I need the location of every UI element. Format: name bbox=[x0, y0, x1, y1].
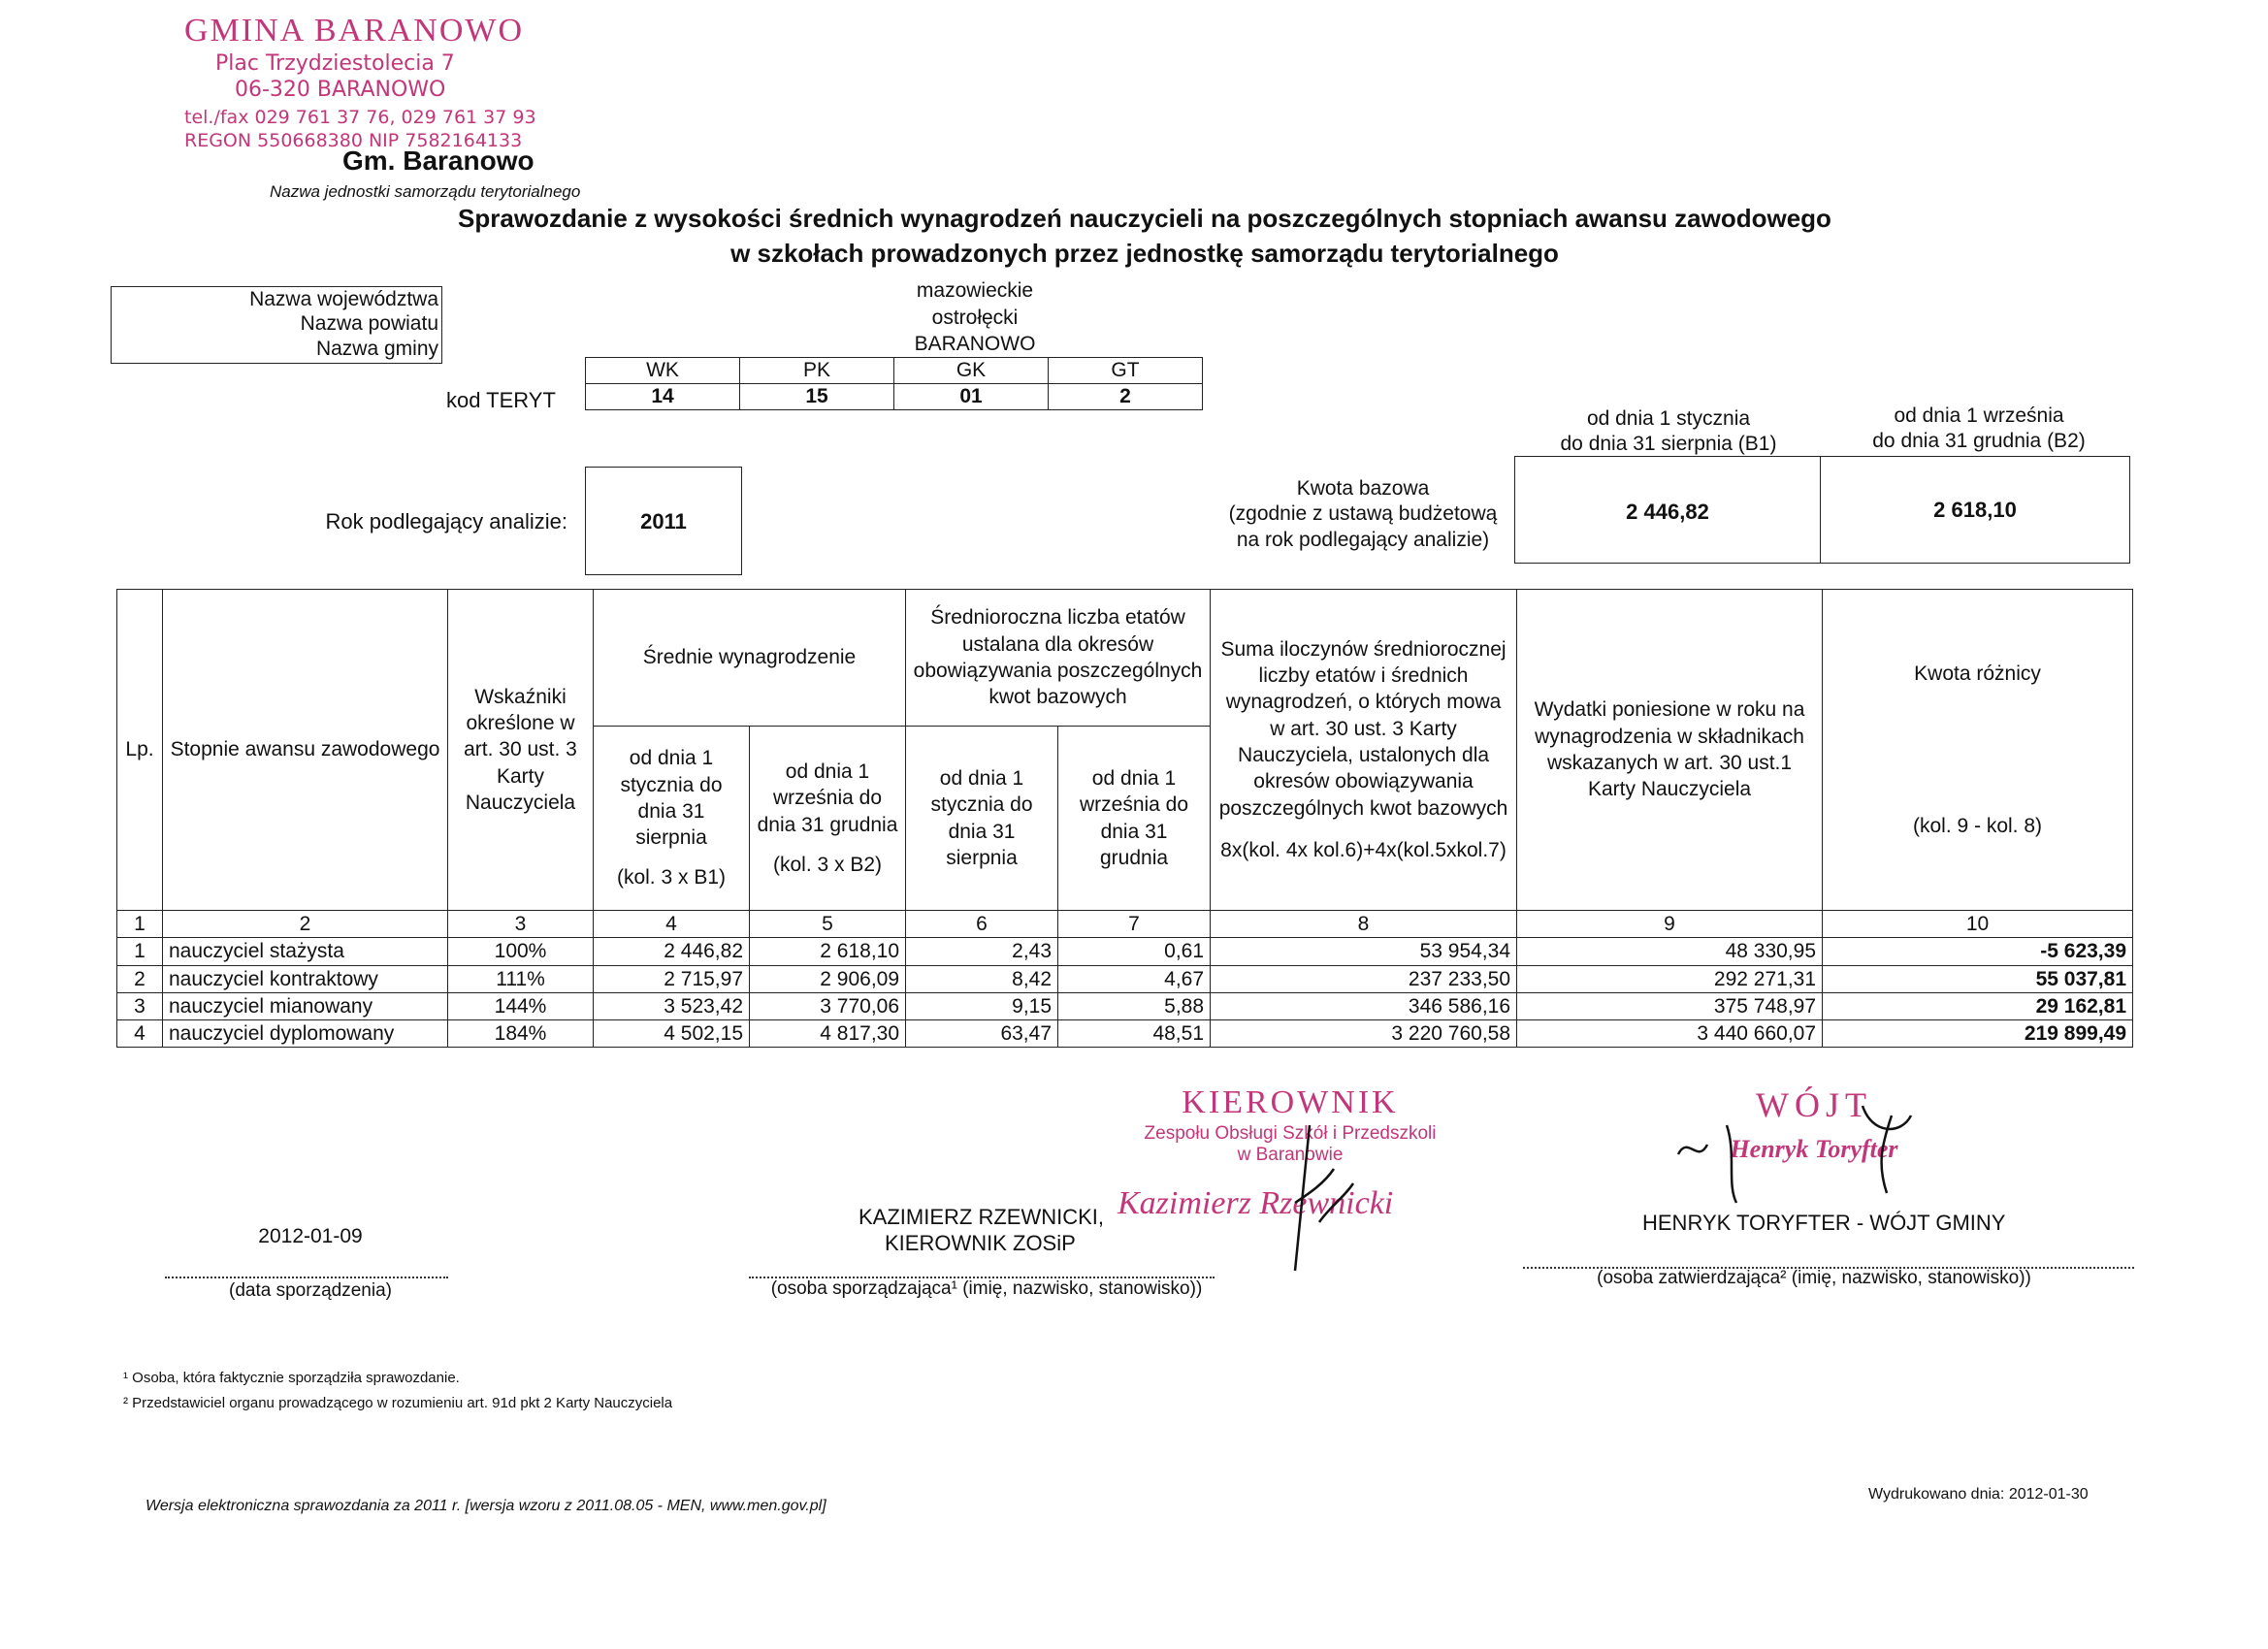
region-gmi: BARANOWO bbox=[914, 333, 1036, 355]
row-kwota-roznicy: 29 162,81 bbox=[1823, 992, 2133, 1019]
colnum-9: 9 bbox=[1517, 911, 1823, 938]
header-etaty: Średnioroczna liczba etatów ustalana dla okresów obowiązywania poszczególnych kwot bazowych bbox=[906, 590, 1211, 727]
row-wskaznik: 111% bbox=[448, 965, 594, 992]
table-row bbox=[117, 938, 2133, 965]
row-srednie-a: 4 502,15 bbox=[594, 1020, 750, 1048]
colnum-1: 1 bbox=[117, 911, 163, 938]
institution-stamp bbox=[184, 14, 572, 151]
teryt-value-wk: 14 bbox=[586, 384, 740, 410]
handwritten-signature-kierownik bbox=[1251, 1116, 1368, 1280]
row-srednie-a: 3 523,42 bbox=[594, 992, 750, 1019]
row-stopien: nauczyciel stażysta bbox=[163, 938, 448, 965]
row-lp: 1 bbox=[117, 938, 163, 965]
unit-name: Gm. Baranowo bbox=[342, 146, 535, 176]
kierownik-stamp-line-3: w Baranowie bbox=[1237, 1145, 1344, 1165]
report-date: 2012-01-09 bbox=[258, 1225, 363, 1247]
wojt-stamp-name: Henryk Toryfter bbox=[1730, 1135, 1898, 1163]
teryt-header-wk: WK bbox=[586, 358, 740, 384]
row-srednie-b: 2 906,09 bbox=[750, 965, 906, 992]
colnum-2: 2 bbox=[163, 911, 448, 938]
teryt-value-pk: 15 bbox=[740, 384, 894, 410]
teryt-value-gk: 01 bbox=[894, 384, 1049, 410]
approver-name: HENRYK TORYFTER - WÓJT GMINY bbox=[1642, 1211, 2006, 1235]
region-label-woj: Nazwa województwa bbox=[249, 288, 438, 310]
teryt-header-gt: GT bbox=[1049, 358, 1203, 384]
b2-header-line-2: do dnia 31 grudnia (B2) bbox=[1872, 430, 2086, 452]
wojt-stamp-title: WÓJT bbox=[1756, 1085, 1872, 1124]
row-wskaznik: 100% bbox=[448, 938, 594, 965]
stamp-line-3: 06-320 BARANOWO bbox=[235, 77, 446, 102]
region-label-pow: Nazwa powiatu bbox=[300, 312, 438, 335]
handwritten-signature-wojt bbox=[1669, 1096, 1930, 1212]
header-lp: Lp. bbox=[117, 590, 163, 911]
colnum-8: 8 bbox=[1211, 911, 1517, 938]
row-srednie-b: 4 817,30 bbox=[750, 1020, 906, 1048]
colnum-10: 10 bbox=[1823, 911, 2133, 938]
row-etaty-a: 9,15 bbox=[906, 992, 1058, 1019]
row-suma: 3 220 760,58 bbox=[1211, 1020, 1517, 1048]
table-row bbox=[117, 965, 2133, 992]
kierownik-stamp-title: KIEROWNIK bbox=[1182, 1084, 1399, 1120]
stamp-line-4: tel./fax 029 761 37 76, 029 761 37 93 bbox=[184, 106, 536, 128]
header-etaty-b: od dnia 1 września do dnia 31 grudnia bbox=[1058, 727, 1211, 911]
row-wydatki: 292 271,31 bbox=[1517, 965, 1823, 992]
header-kwota bbox=[1823, 590, 2133, 911]
date-dotted-line bbox=[165, 1277, 448, 1278]
date-caption: (data sporządzenia) bbox=[229, 1280, 392, 1301]
preparer-name: KAZIMIERZ RZEWNICKI, bbox=[859, 1205, 1104, 1229]
row-lp: 4 bbox=[117, 1020, 163, 1048]
preparer-caption: (osoba sporządzająca¹ (imię, nazwisko, stanowisko)) bbox=[770, 1278, 1203, 1299]
unit-caption: Nazwa jednostki samorządu terytorialnego bbox=[270, 182, 581, 201]
header-srednie-a bbox=[594, 727, 750, 911]
teryt-table bbox=[585, 357, 1203, 410]
row-etaty-b: 5,88 bbox=[1058, 992, 1211, 1019]
row-wydatki: 48 330,95 bbox=[1517, 938, 1823, 965]
header-suma-text: Suma iloczynów średniorocznej liczby etatów i średnich wynagrodzeń, o których mowa w art. 30 ust. 3 Karty Nauczyciela, ustalonych dla okresów obowiązywania poszczególnych kwot bazowych bbox=[1218, 637, 1508, 820]
teryt-header-gk: GK bbox=[894, 358, 1049, 384]
row-etaty-b: 4,67 bbox=[1058, 965, 1211, 992]
header-wskazniki: Wskaźniki określone w art. 30 ust. 3 Karty Nauczyciela bbox=[448, 590, 594, 911]
header-kwota-text: Kwota różnicy bbox=[1914, 662, 2041, 685]
preparer-position: KIEROWNIK ZOSiP bbox=[885, 1231, 1076, 1255]
base-label-line-2: (zgodnie z ustawą budżetową bbox=[1228, 502, 1498, 525]
base-label-line-3: na rok podlegający analizie) bbox=[1236, 529, 1490, 551]
teryt-label: kod TERYT bbox=[446, 388, 556, 412]
stamp-line-1: GMINA BARANOWO bbox=[184, 13, 525, 48]
colnum-7: 7 bbox=[1058, 911, 1211, 938]
version-note: Wersja elektroniczna sprawozdania za 2011 r. [wersja wzoru z 2011.08.05 - MEN, www.men.gov.pl] bbox=[146, 1498, 826, 1514]
row-suma: 237 233,50 bbox=[1211, 965, 1517, 992]
row-wydatki: 3 440 660,07 bbox=[1517, 1020, 1823, 1048]
year-value: 2011 bbox=[640, 509, 687, 534]
region-woj: mazowieckie bbox=[916, 279, 1034, 302]
row-srednie-a: 2 715,97 bbox=[594, 965, 750, 992]
base-label-line-1: Kwota bazowa bbox=[1296, 477, 1430, 500]
table-row bbox=[117, 992, 2133, 1019]
teryt-value-gt: 2 bbox=[1049, 384, 1203, 410]
b2-header-line-1: od dnia 1 września bbox=[1894, 404, 2064, 427]
row-wskaznik: 184% bbox=[448, 1020, 594, 1048]
row-stopien: nauczyciel dyplomowany bbox=[163, 1020, 448, 1048]
header-stopnie: Stopnie awansu zawodowego bbox=[163, 590, 448, 911]
header-srednie: Średnie wynagrodzenie bbox=[594, 590, 906, 727]
header-srednie-b-text: od dnia 1 września do dnia 31 grudnia bbox=[757, 760, 898, 836]
row-etaty-a: 2,43 bbox=[906, 938, 1058, 965]
row-suma: 346 586,16 bbox=[1211, 992, 1517, 1019]
header-srednie-a-formula: (kol. 3 x B1) bbox=[616, 866, 727, 889]
approver-caption: (osoba zatwierdzająca² (imię, nazwisko, stanowisko)) bbox=[1597, 1268, 2031, 1288]
header-srednie-a-text: od dnia 1 stycznia do dnia 31 sierpnia bbox=[620, 747, 723, 850]
header-kwota-formula: (kol. 9 - kol. 8) bbox=[1912, 815, 2043, 837]
base-b2-value: 2 618,10 bbox=[1933, 498, 2017, 522]
stamp-line-2: Plac Trzydziestolecia 7 bbox=[215, 50, 455, 76]
header-suma bbox=[1211, 590, 1517, 911]
colnum-4: 4 bbox=[594, 911, 750, 938]
printed-date: Wydrukowano dnia: 2012-01-30 bbox=[1868, 1486, 2089, 1503]
row-etaty-b: 0,61 bbox=[1058, 938, 1211, 965]
row-kwota-roznicy: 55 037,81 bbox=[1823, 965, 2133, 992]
footnote-2: ² Przedstawiciel organu prowadzącego w rozumieniu art. 91d pkt 2 Karty Nauczyciela bbox=[123, 1395, 673, 1411]
colnum-6: 6 bbox=[906, 911, 1058, 938]
row-wskaznik: 144% bbox=[448, 992, 594, 1019]
row-wydatki: 375 748,97 bbox=[1517, 992, 1823, 1019]
report-title-line-2: w szkołach prowadzonych przez jednostkę samorządu terytorialnego bbox=[730, 239, 1559, 268]
region-pow: ostrołęcki bbox=[931, 307, 1019, 329]
row-etaty-b: 48,51 bbox=[1058, 1020, 1211, 1048]
row-kwota-roznicy: 219 899,49 bbox=[1823, 1020, 2133, 1048]
row-lp: 2 bbox=[117, 965, 163, 992]
header-srednie-b-formula: (kol. 3 x B2) bbox=[772, 853, 883, 876]
colnum-3: 3 bbox=[448, 911, 594, 938]
salary-table bbox=[116, 589, 2133, 1048]
header-suma-formula: 8x(kol. 4x kol.6)+4x(kol.5xkol.7) bbox=[1220, 838, 1507, 861]
colnum-5: 5 bbox=[750, 911, 906, 938]
teryt-header-pk: PK bbox=[740, 358, 894, 384]
base-b1-value: 2 446,82 bbox=[1626, 500, 1709, 524]
b1-header-line-2: do dnia 31 sierpnia (B1) bbox=[1560, 433, 1777, 455]
row-stopien: nauczyciel kontraktowy bbox=[163, 965, 448, 992]
row-kwota-roznicy: -5 623,39 bbox=[1823, 938, 2133, 965]
row-srednie-a: 2 446,82 bbox=[594, 938, 750, 965]
b1-header-line-1: od dnia 1 stycznia bbox=[1586, 407, 1751, 430]
table-row bbox=[117, 1020, 2133, 1048]
header-srednie-b bbox=[750, 727, 906, 911]
stamp-line-5: REGON 550668380 NIP 7582164133 bbox=[184, 129, 523, 151]
kierownik-stamp-name: Kazimierz Rzewnicki bbox=[1118, 1185, 1394, 1221]
header-etaty-a: od dnia 1 stycznia do dnia 31 sierpnia bbox=[906, 727, 1058, 911]
row-srednie-b: 3 770,06 bbox=[750, 992, 906, 1019]
row-stopien: nauczyciel mianowany bbox=[163, 992, 448, 1019]
row-etaty-a: 63,47 bbox=[906, 1020, 1058, 1048]
year-label: Rok podlegający analizie: bbox=[325, 509, 567, 534]
row-lp: 3 bbox=[117, 992, 163, 1019]
footnote-1: ¹ Osoba, która faktycznie sporządziła sprawozdanie. bbox=[123, 1370, 460, 1386]
kierownik-stamp-line-2: Zespołu Obsługi Szkół i Przedszkoli bbox=[1144, 1123, 1437, 1144]
row-suma: 53 954,34 bbox=[1211, 938, 1517, 965]
row-srednie-b: 2 618,10 bbox=[750, 938, 906, 965]
row-etaty-a: 8,42 bbox=[906, 965, 1058, 992]
region-label-gmi: Nazwa gminy bbox=[315, 338, 438, 360]
header-wydatki: Wydatki poniesione w roku na wynagrodzenia w składnikach wskazanych w art. 30 ust.1 Karty Nauczyciela bbox=[1517, 590, 1823, 911]
report-title-line-1: Sprawozdanie z wysokości średnich wynagrodzeń nauczycieli na poszczególnych stopniach awansu zawodowego bbox=[458, 204, 1831, 233]
